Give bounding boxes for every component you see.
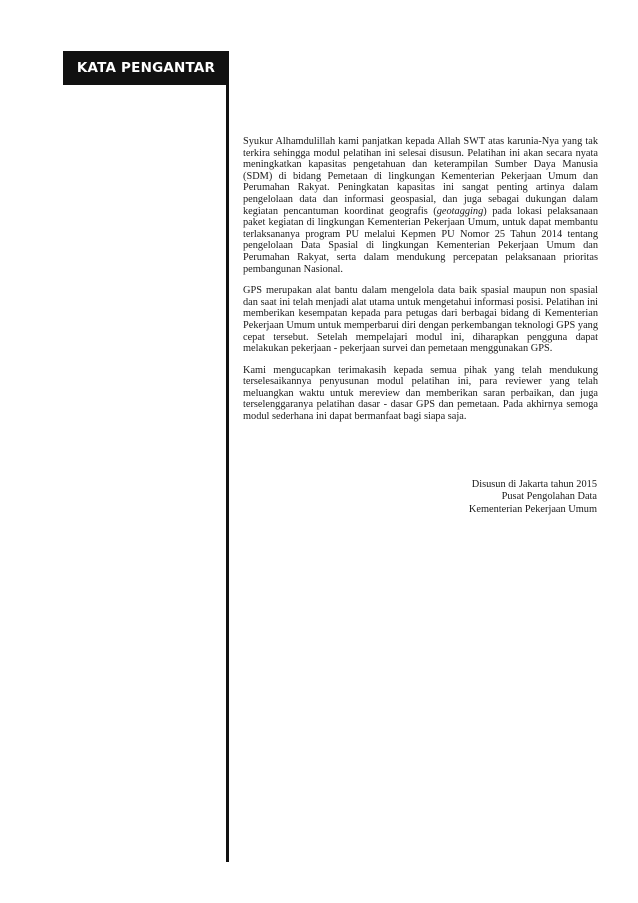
signature-place-year: Disusun di Jakarta tahun 2015	[471, 479, 597, 490]
section-heading-bar	[63, 51, 229, 85]
paragraph-3: Kami mengucapkan terimakasih kepada semua pihak yang telah mendukung terselesaikannya penyusunan modul pelatihan ini, para reviewer yang telah meluangkan waktu untuk mereview dan memberikan saran perbaikan, dan juga terselenggaranya pelatihan dasar - dasar GPS dan pemetaan. Pada akhirnya semoga modul sederhana ini dapat bermanfaat bagi siapa saja.	[243, 364, 598, 423]
paragraph-1-italic-term: geotagging	[436, 205, 484, 217]
preface-body	[243, 136, 598, 433]
vertical-divider	[226, 51, 229, 862]
signature-ministry: Kementerian Pekerjaan Umum	[468, 503, 597, 515]
paragraph-2: GPS merupakan alat bantu dalam mengelola data baik spasial maupun non spasial dan saat ini telah menjadi alat utama untuk mengetahui informasi posisi. Pelatihan ini memberikan kesempatan kepada para petugas dari berbagai bidang di Kementerian Pekerjaan Umum untuk memperbarui diri dengan perkembangan teknologi GPS yang cepat tersebut. Setelah mempelajari modul ini, diharapkan pengguna dapat melakukan pekerjaan - pekerjaan survei dan pemetaan menggunakan GPS.	[243, 285, 598, 355]
page-title: KATA PENGANTAR	[76, 60, 216, 76]
signature-unit: Pusat Pengolahan Data	[501, 491, 597, 503]
paragraph-1-text-b: ) pada lokasi pelaksanaan paket kegiatan di lingkungan Kementerian Pekerjaan Umum, untuk dapat membantu terlaksananya program PU melalui Kepmen PU Nomor 25 Tahun 2014 tentang pengelolaan Data Spasial di lingkungan Kementerian Pekerjaan Umum dan Perumahan Rakyat, serta dalam mendukung percepatan pelaksanaan prioritas pembangunan Nasional.	[243, 205, 598, 275]
signature-block	[469, 479, 597, 516]
paragraph-1	[243, 136, 598, 275]
paragraph-1-text-a: Syukur Alhamdulillah kami panjatkan kepada Allah SWT atas karunia-Nya yang tak terkira sehingga modul pelatihan ini selesai disusun. Pelatihan ini akan secara nyata meningkatkan kapasitas pengetahuan dan keterampilan Sumber Daya Manusia (SDM) di bidang Pemetaan di lingkungan Kementerian Pekerjaan Umum dan Perumahan Rakyat. Peningkatan kapasitas ini sangat penting artinya dalam pengelolaan data dan informasi geospasial, dan juga sebagai dukungan dalam kegiatan pencantuman koordinat geografis (	[243, 136, 598, 217]
